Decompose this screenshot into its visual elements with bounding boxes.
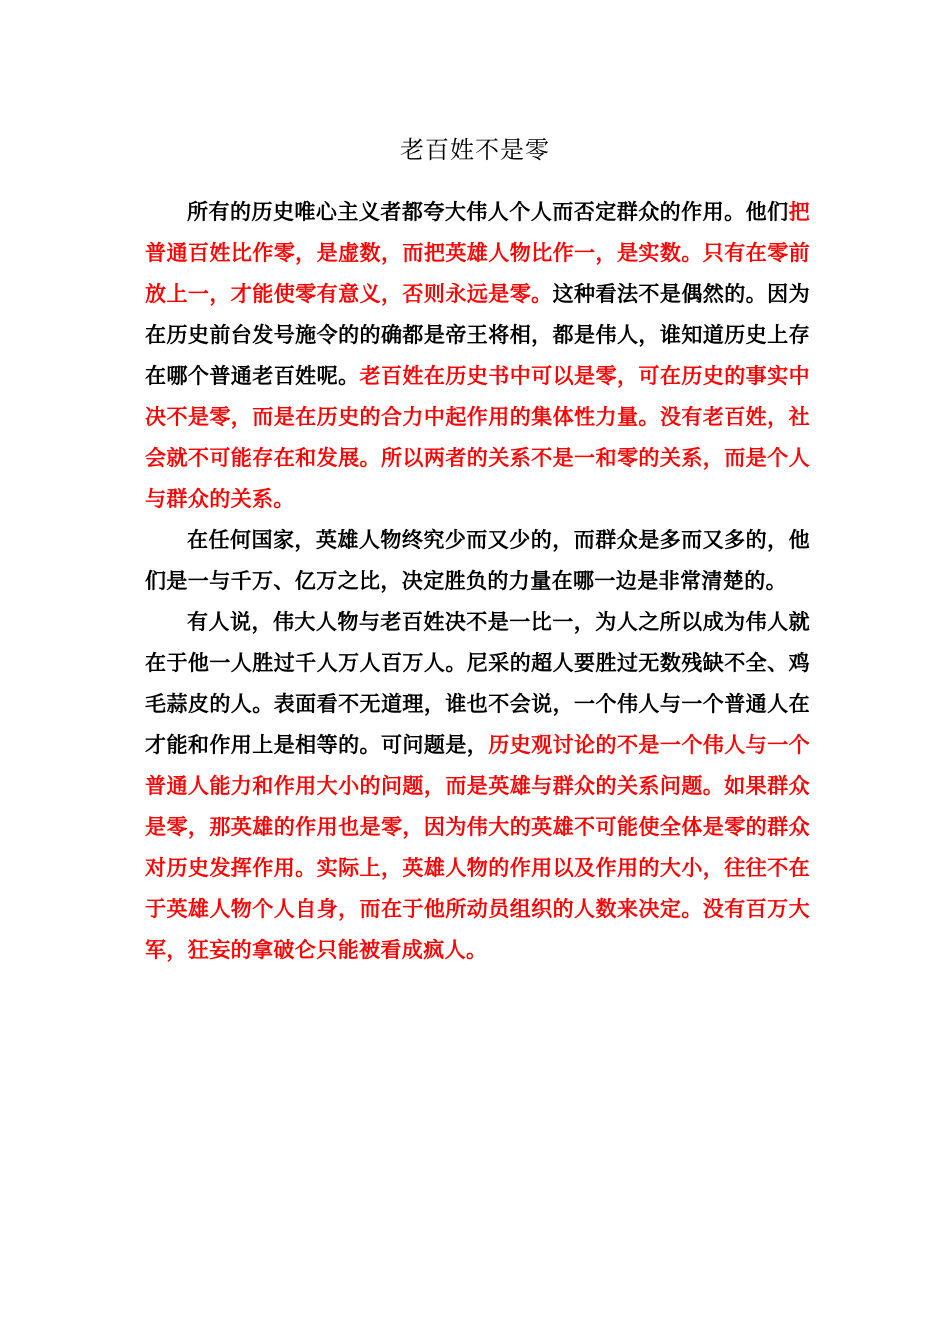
paragraph-2	[145, 520, 810, 602]
paragraph-3-highlight-1: 历史观讨论的不是一个伟人与一个普通人能力和作用大小的问题，而是英雄与群众的关系问题。如果群众是零，那英雄的作用也是零，因为伟大的英雄不可能使全体是零的群众对历史发挥作用。实际上，英雄人物的作用以及作用的大小，往往不在于英雄人物个人自身，而在于他所动员组织的人数来决定。没有百万大军，狂妄的拿破仑只能被看成疯人。	[145, 733, 810, 962]
paragraph-1-highlight-2: 老百姓在历史书中可以是零，可在历史的事实中决不是零，而是在历史的合力中起作用的集体性力量。没有老百姓，社会就不可能存在和发展。所以两者的关系不是一和零的关系，而是个人与群众的关系。	[145, 364, 810, 511]
paragraph-1-segment-1: 所有的历史唯心主义者都夸大伟人个人而否定群众的作用。他们	[187, 200, 789, 224]
document-title: 老百姓不是零	[400, 136, 550, 164]
paragraph-2-segment-1: 在任何国家，英雄人物终究少而又少的，而群众是多而又多的，他们是一与千万、亿万之比，决定胜负的力量在哪一边是非常清楚的。	[145, 528, 810, 593]
paragraph-3-segment-1: 有人说，伟大人物与老百姓决不是一比一，为人之所以成为伟人就在于他一人胜过千人万人百万人。尼采的超人要胜过无数残缺不全、鸡毛蒜皮的人。表面看不无道理，谁也不会说，一个伟人与一个普通人在才能和作用上是相等的。可问题是，	[145, 610, 810, 757]
paragraph-1	[145, 192, 810, 520]
paragraph-3	[145, 602, 810, 971]
document-body	[145, 192, 810, 971]
paragraph-1-segment-2: 这种看法不是偶然的。因为在历史前台发号施令的的确都是帝王将相，都是伟人，谁知道历史上存在哪个普通老百姓呢。	[145, 282, 810, 388]
paragraph-1-highlight-1: 把普通百姓比作零，是虚数，而把英雄人物比作一，是实数。只有在零前放上一，才能使零有意义，否则永远是零。	[145, 200, 810, 306]
